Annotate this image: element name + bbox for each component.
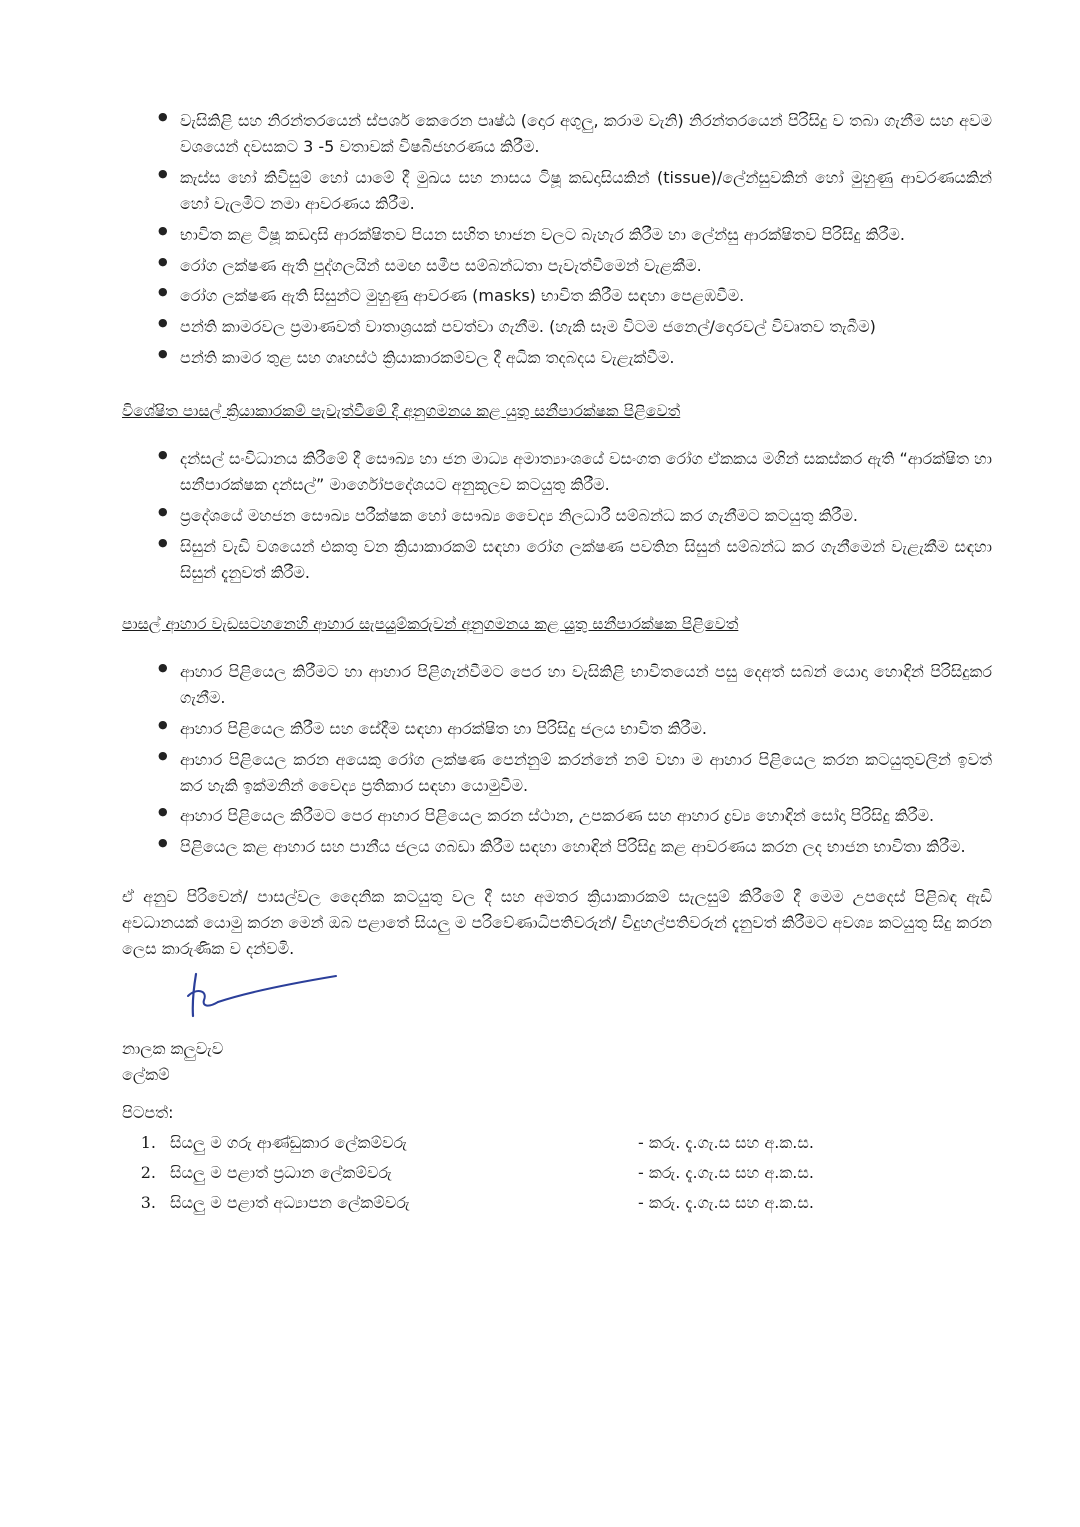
copy-number: 1. xyxy=(140,1132,156,1152)
list-item: ● රෝග ලක්ෂණ ඇති පුද්ගලයින් සමඟ සමීප සම්බන්ධතා පැවැත්වීමෙන් වැළකීම. xyxy=(122,253,992,279)
list-item xyxy=(122,1190,992,1216)
list-item: ● පන්ති කාමර තුළ සහ ගෘහස්ථ ක්‍රියාකාරකම්වල දී අධික තදබදය වැළැක්වීම. xyxy=(122,345,992,371)
copy-cc: - කරු. දැ.ගැ.ස සහ අ.ක.ස. xyxy=(638,1132,814,1152)
list-item: ● ආහාර පිළියෙල කිරීමට හා ආහාර පිළිගැන්වීමට පෙර හා වැසිකිළි භාවිතයෙන් පසු දෙඅත් සබන් යොදා හොඳින් පිරිසිදුකර ගැනීම. xyxy=(122,659,992,711)
special-activities-bullet-list xyxy=(122,446,992,586)
signatory-name: නාලක කලුවැව xyxy=(122,1038,224,1058)
list-item: ● කැස්ස හෝ කිවිසුම් හෝ යාමේ දී මුඛය සහ නාසය ටිෂූ කඩදාසියකින් (tissue)/ලේන්සුවකින් හෝ මුහුණු ආවරණයකින් හෝ වැලමිට නමා ආවරණය කිරීම. xyxy=(122,165,992,217)
section-heading-food-program: පාසල් ආහාර වැඩසටහනෙහි ආහාර සැපයුම්කරුවන් අනුගමනය කළ යුතු සනීපාරක්ෂක පිළිවෙත් xyxy=(122,614,739,633)
list-item: ● ආහාර පිළියෙල කරන අයෙකු රෝග ලක්ෂණ පෙන්නුම් කරන්නේ නම් වහා ම ආහාර පිළියෙල කරන කටයුතුවලින් ඉවත් කර හැකි ඉක්මනින් වෛද්‍ය ප්‍රතිකාර සඳහා යොමුවීම. xyxy=(122,747,992,799)
list-item xyxy=(122,1160,992,1186)
list-item: ● සිසුන් වැඩි වශයෙන් එකතු වන ක්‍රියාකාරකම් සඳහා රෝග ලක්ෂණ පවතින සිසුන් සම්බන්ධ කර ගැනීමෙන් වැළැකීම සඳහා සිසුන් දැනුවත් කිරීම. xyxy=(122,534,992,586)
copies-label: පිටපත්: xyxy=(122,1102,174,1122)
section-heading-special-activities: විශේෂිත පාසල් ක්‍රියාකාරකම් පැවැත්වීමේ දී අනුගමනය කළ යුතු සනීපාරක්ෂක පිළිවෙත් xyxy=(122,402,681,421)
copy-number: 2. xyxy=(140,1162,156,1182)
list-item: ● පිළියෙල කළ ආහාර සහ පානීය ජලය ගබඩා කිරීම සඳහා හොඳින් පිරිසිදු කළ ආවරණය කරන ලද භාජන භාවිතා කිරීම. xyxy=(122,834,992,860)
list-item xyxy=(122,1130,992,1156)
list-item: ● ප්‍රදේශයේ මහජන සෞඛ්‍ය පරීක්ෂක හෝ සෞඛ්‍ය වෛද්‍ය නිලධාරී සම්බන්ධ කර ගැනීමට කටයුතු කිරීම. xyxy=(122,503,992,529)
copy-recipient: සියලු ම පළාත් අධ්‍යාපන ලේකම්වරු xyxy=(170,1192,410,1212)
list-item: ● භාවිත කළ ටිෂූ කඩදාසි ආරක්ෂිතව පියන සහිත භාජන වලට බැහැර කිරීම හා ලේන්සු ආරක්ෂිතව පිරිසිදු කිරීම. xyxy=(122,222,992,248)
copy-recipient: සියලු ම පළාත් ප්‍රධාන ලේකම්වරු xyxy=(170,1162,392,1182)
signature-icon xyxy=(178,966,348,1036)
closing-paragraph: ඒ අනුව පිරිවෙන්/ පාසල්වල දෛනික කටයුතු වල දී සහ අමතර ක්‍රියාකාරකම් සැලසුම් කිරීමේ දී මෙම උපදෙස් පිළිබඳ ඇඩි අවධානයක් යොමු කරන මෙන් ඔබ පළාතේ සියලු ම පරිවේණාධිපතිවරුන්/ විදුහල්පතිවරුන් දැනුවත් කිරීමට අවශ්‍ය කටයුතු සිදු කරන ලෙස කාරුණික ව දන්වමි. xyxy=(122,887,992,959)
list-item: ● වැසිකිළි සහ නිරන්තරයෙන් ස්පර්ශ කෙරෙන පෘෂ්ඨ (දොර අගුලු, කරාම වැනි) නිරන්තරයෙන් පිරිසිදු ව තබා ගැනීම සහ අවම වශයෙන් දවසකට 3 -5 වතාවක් විෂබීජහරණය කිරීම. xyxy=(122,108,992,160)
copy-cc: - කරු. දැ.ගැ.ස සහ අ.ක.ස. xyxy=(638,1162,814,1182)
copy-cc: - කරු. දැ.ගැ.ස සහ අ.ක.ස. xyxy=(638,1192,814,1212)
copy-number: 3. xyxy=(140,1192,156,1212)
intro-bullet-list xyxy=(122,108,992,371)
copy-recipient: සියලු ම ගරු ආණ්ඩුකාර ලේකම්වරු xyxy=(170,1132,407,1152)
food-program-bullet-list xyxy=(122,659,992,860)
list-item: ● පන්ති කාමරවල ප්‍රමාණවත් වාතාශ්‍රයක් පවත්වා ගැනීම. (හැකි සෑම විටම ජනෙල්/දොරවල් විවෘතව තැබීම) xyxy=(122,314,992,340)
copies-list xyxy=(122,1130,992,1216)
signatory-title: ලේකම් xyxy=(122,1064,170,1084)
list-item: ● දන්සල් සංවිධානය කිරීමේ දී සෞඛ්‍ය හා ජන මාධ්‍ය අමාත්‍යාංශයේ වසංගත රෝග ඒකකය මගින් සකස්කර ඇති “ආරක්ෂිත හා සනීපාරක්ෂක දන්සල්” මාර්ගෝපදේශයට අනුකූලව කටයුතු කිරීම. xyxy=(122,446,992,498)
list-item: ● ආහාර පිළියෙල කිරීම සහ සේදීම සඳහා ආරක්ෂිත හා පිරිසිදු ජලය භාවිත කිරීම. xyxy=(122,716,992,742)
list-item: ● රෝග ලක්ෂණ ඇති සිසුන්ට මුහුණු ආවරණ (masks) භාවිත කිරීම සඳහා පෙළඹවීම. xyxy=(122,283,992,309)
list-item: ● ආහාර පිළියෙල කිරීමට පෙර ආහාර පිළියෙල කරන ස්ථාන, උපකරණ සහ ආහාර ද්‍රව්‍ය හොඳින් සෝදා පිරිසිදු කිරීම. xyxy=(122,803,992,829)
